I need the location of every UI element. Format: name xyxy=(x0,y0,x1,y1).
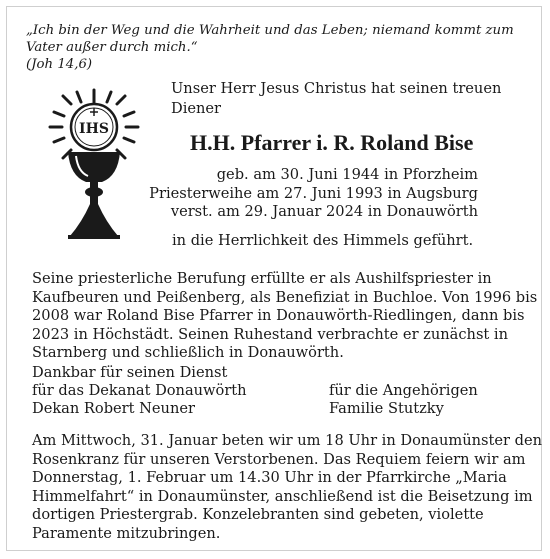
birth-date: geb. am 30. Juni 1944 in Pforzheim xyxy=(216,166,478,183)
thanks-family xyxy=(329,382,478,418)
biography-line: 2008 war Roland Bise Pfarrer in Donauwörth-Riedlingen, dann bis xyxy=(32,307,525,325)
service-line: Paramente mitzubringen. xyxy=(32,524,221,542)
deceased-name: H.H. Pfarrer i. R. Roland Bise xyxy=(190,130,474,155)
thanks-line: für die Angehörigen xyxy=(329,382,478,399)
thanks-signature: Dekan Robert Neuner xyxy=(32,400,195,417)
bible-quote xyxy=(26,22,526,73)
quote-line: „Ich bin der Weg und die Wahrheit und das Leben; niemand kommt zum xyxy=(26,23,514,38)
service-info xyxy=(32,432,542,544)
quote-reference: (Joh 14,6) xyxy=(26,57,93,72)
chalice-base xyxy=(70,204,118,236)
chalice-host-icon xyxy=(46,86,142,242)
intro-text xyxy=(171,79,501,119)
thanks-line: Dankbar für seinen Dienst xyxy=(32,364,228,381)
biography-line: Seine priesterliche Berufung erfüllte er als Aushilfspriester in xyxy=(32,270,492,287)
intro-line: Unser Herr Jesus Christus hat seinen treuen xyxy=(171,80,502,97)
biography xyxy=(32,270,538,363)
service-line: Himmelfahrt“ in Donaumünster, anschließend ist die Beisetzung im xyxy=(32,487,533,505)
ordination-date: Priesterweihe am 27. Juni 1993 in Augsburg xyxy=(149,184,478,202)
quote-line: Vater außer durch mich.“ xyxy=(26,40,198,55)
biography-line: Kaufbeuren und Peißenberg, als Benefiziat in Buchloe. Von 1996 bis xyxy=(32,288,538,306)
death-date: verst. am 29. Januar 2024 in Donauwörth xyxy=(170,203,478,220)
ihs-monogram: IHS xyxy=(79,121,109,137)
thanks-deanery xyxy=(32,364,247,418)
thanks-line: für das Dekanat Donauwörth xyxy=(32,382,247,399)
service-line: Rosenkranz für unseren Verstorbenen. Das Requiem feiern wir am xyxy=(32,450,526,468)
service-line: dortigen Priestergrab. Konzelebranten sind gebeten, violette xyxy=(32,506,484,524)
service-line: Donnerstag, 1. Februar um 14.30 Uhr in der Pfarrkirche „Maria xyxy=(32,469,507,487)
biography-line: Starnberg und schließlich in Donauwörth. xyxy=(32,344,344,362)
transition-text: in die Herrlichkeit des Himmels geführt. xyxy=(172,232,474,249)
service-line: Am Mittwoch, 31. Januar beten wir um 18 Uhr in Donaumünster den xyxy=(32,432,542,449)
thanks-signature: Familie Stutzky xyxy=(329,400,444,417)
intro-line: Diener xyxy=(171,100,222,117)
life-dates xyxy=(149,166,478,222)
biography-line: 2023 in Höchstädt. Seinen Ruhestand verbrachte er zunächst in xyxy=(32,325,508,343)
